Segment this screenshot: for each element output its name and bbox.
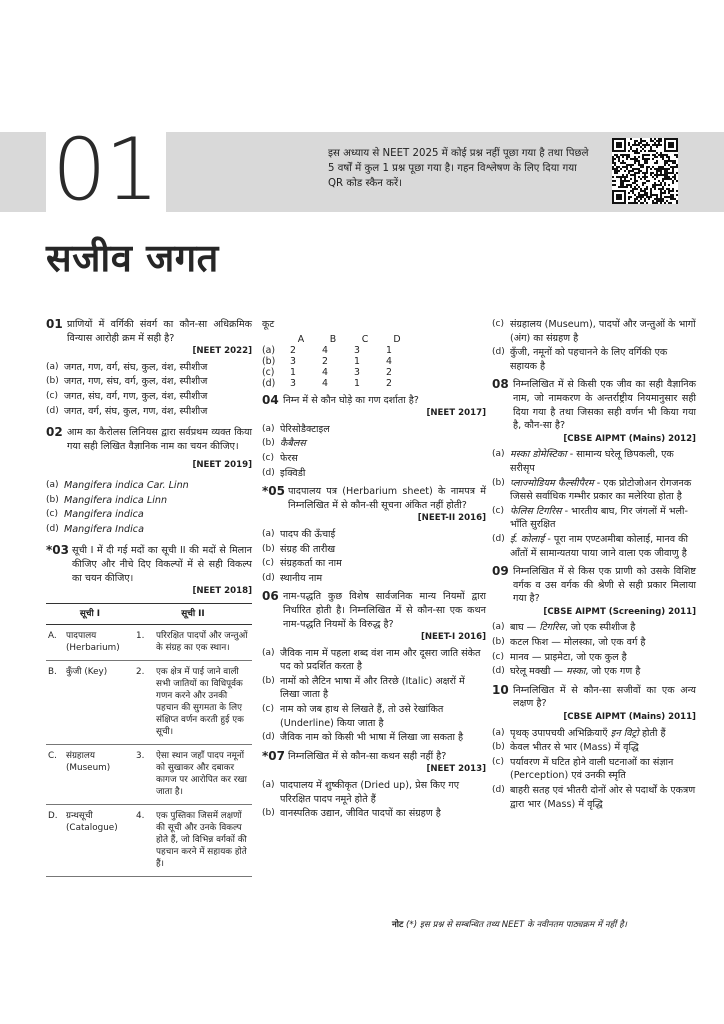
option [492, 665, 696, 679]
match-table [46, 603, 252, 877]
question-text: नाम-पद्धति कुछ विशेष सार्वजनिक मान्य नियमों द्वारा निर्धारित होती है। निम्नलिखित में से कौन-सा एक कथन नाम-पद्धति नियमों के विरुद्ध है? [283, 591, 486, 630]
q03-codes [262, 318, 486, 389]
option [46, 375, 252, 389]
option-text: संग्रह की तारीख [280, 543, 336, 555]
code-head: C [361, 333, 369, 345]
code-value: 3 [354, 366, 360, 378]
option-label: (a) [46, 479, 59, 490]
option-label: (d) [492, 533, 505, 544]
code-value: 3 [354, 344, 360, 356]
question-text: आम का कैरोलस लिनियस द्वारा सर्वप्रथम व्यक्त किया गया सही लिखित वैज्ञानिक नाम का चयन कीजिए। [67, 427, 252, 452]
option-text: नाम को जब हाथ से लिखते हैं, तो उसे रेखांकित (Underline) किया जाता है [280, 704, 444, 729]
option-label: (d) [262, 467, 275, 478]
option [262, 647, 486, 674]
code-value: 2 [290, 344, 296, 356]
code-value: 4 [386, 355, 392, 367]
table-row [46, 804, 252, 876]
option-label: (d) [492, 666, 505, 677]
options-list [262, 647, 486, 745]
question-08 [492, 378, 696, 560]
option [262, 437, 486, 451]
option [46, 361, 252, 375]
code-head: B [329, 333, 337, 345]
option-italic: टिगरिस [539, 622, 565, 634]
code-value: 4 [322, 377, 328, 389]
option-text: केवल भीतर से भार (Mass) में वृद्धि [510, 742, 639, 754]
option-text: Mangifera Indica [64, 523, 144, 535]
match-col-2: सूची II [134, 603, 252, 624]
option-text: इक्विडी [280, 467, 306, 479]
column-2 [262, 318, 486, 826]
option-label: (c) [262, 558, 274, 569]
row-key: A. [46, 624, 64, 660]
code-value: 3 [290, 377, 296, 389]
question-04 [262, 394, 486, 481]
code-value: 1 [386, 344, 392, 356]
question-01 [46, 318, 252, 418]
option-label: (c) [262, 704, 274, 715]
option-text: पादप की ऊँचाई [280, 528, 336, 540]
option [262, 557, 486, 571]
code-value: 2 [386, 366, 392, 378]
option-label: (d) [492, 785, 505, 795]
option-text: प्राइमेटा, जो एक कुल है [544, 651, 627, 663]
option [492, 318, 696, 345]
row-item: पादपालय (Herbarium) [64, 624, 134, 660]
option-label: (a) [262, 647, 275, 658]
row-desc: ऐसा स्थान जहाँ पादप नमूनों को सुखाकर और दबाकर कागज पर आरोपित कर रखा जाता है। [154, 744, 252, 804]
option [492, 533, 696, 560]
question-text: सूची I में दी गई मदों का सूची II की मदों से मिलान कीजिए और नीचे दिए विकल्पों में से सही विकल्प का चयन कीजिए। [71, 545, 252, 584]
option-text: - पूरा नाम एण्टअमीबा कोलाई, मानव की आँतों में सामान्यतया पाया जाने वाला एक जीवाणु है [510, 533, 689, 559]
column-3 [492, 318, 696, 816]
option [492, 756, 696, 783]
option-prefix: कटल फिश — [510, 637, 564, 649]
option [262, 423, 486, 437]
code-label: (c) [262, 366, 275, 378]
question-07-cont [492, 318, 696, 373]
option-italic: फेलिस टिगरिस [510, 505, 562, 517]
option [46, 479, 252, 493]
option-label: (c) [46, 390, 58, 401]
option-prefix: पृथक् उपापचयी अभिक्रियाएँ [510, 727, 611, 739]
chapter-intro: इस अध्याय से NEET 2025 में कोई प्रश्न नहीं पूछा गया है तथा पिछले 5 वर्षों में कुल 1 प्रश्न पूछा गया है। गहन विश्लेषण के लिए दिया गया QR कोड स्कैन करें। [328, 148, 589, 189]
option-label: (d) [46, 405, 59, 416]
option-text: कैबैलस [280, 438, 306, 450]
option-prefix: मानव — [510, 651, 545, 663]
option-text: , जो एक गण है [585, 666, 641, 678]
row-item: ग्रन्थसूची (Catalogue) [64, 804, 134, 876]
option-label: (d) [492, 347, 505, 358]
option [46, 523, 252, 537]
code-value: 1 [354, 355, 360, 367]
exam-tag: [NEET 2013] [426, 764, 486, 775]
code-value: 2 [386, 377, 392, 389]
option-label: (a) [262, 528, 275, 539]
code-header-row [262, 334, 418, 345]
table-row [46, 744, 252, 804]
option [46, 494, 252, 508]
option [262, 779, 486, 806]
option-label: (c) [262, 452, 274, 463]
row-desc: एक क्षेत्र में पाई जाने वाली सभी जातियों का विधिपूर्वक गणन करने और उनकी पहचान की सुगमता के लिए संक्षिप्त वर्णन करती हुई एक सूची। [154, 660, 252, 744]
option-italic: इन विट्रो [610, 727, 639, 739]
row-item: कुँजी (Key) [64, 660, 134, 744]
option-label: (a) [262, 780, 275, 791]
code-head: A [297, 333, 305, 345]
option-text: Mangifera indica [64, 509, 144, 521]
code-value: 4 [322, 366, 328, 378]
option-label: (c) [492, 319, 504, 329]
row-desc: एक पुस्तिका जिसमें लक्षणों की सूची और उनके विकल्प होते हैं, जो विभिन्न वर्गकों की पहचान करने में सहायक होते हैं। [154, 804, 252, 876]
row-num: 2. [134, 660, 154, 744]
options-list [262, 423, 486, 480]
exam-tag: [CBSE AIPMT (Screening) 2011] [543, 606, 696, 617]
option-label: (b) [492, 477, 505, 488]
question-number: 01 [46, 317, 63, 331]
exam-tag: [NEET-II 2016] [417, 513, 486, 524]
question-07 [262, 750, 486, 821]
code-label: (d) [262, 377, 276, 389]
row-num: 1. [134, 624, 154, 660]
question-09 [492, 565, 696, 679]
option-text: - एक प्रोटोजोअन रोगजनक जिससे सर्वाधिक गम्भीर प्रकार का मलेरिया होता है [510, 477, 692, 503]
footnote-label: नोट [392, 920, 404, 930]
option-label: (c) [492, 651, 504, 662]
question-number: 08 [492, 377, 509, 392]
option-text: फेरस [280, 452, 298, 464]
question-text: पादपालय पत्र (Herbarium sheet) के नामपत्र में निम्नलिखित में से कौन-सी सूचना अंकित नहीं होती? [287, 486, 486, 511]
options-list [262, 779, 486, 821]
code-row [262, 356, 418, 367]
option-label: (a) [492, 622, 505, 633]
option-text: - भारतीय बाघ, गिर जंगलों में भली-भाँति सुरक्षित [510, 505, 688, 531]
option [492, 505, 696, 532]
chapter-number: 01 [52, 120, 158, 220]
option-text: - सामान्य घरेलू छिपकली, एक सरीसृप [510, 449, 674, 474]
question-number: *05 [262, 484, 285, 499]
question-number: *03 [46, 543, 69, 558]
question-text: निम्नलिखित में से किसी एक जीव का सही वैज्ञानिक नाम, जो नामकरण के अन्तर्राष्ट्रीय नियमानुसार सही दिया गया है तथा जिसका सही वर्णन भी किया गया है, कौन-सा है? [513, 379, 696, 432]
option-label: (a) [492, 727, 505, 738]
option-text: बाहरी सतह एवं भीतरी दोनों ओर से पदार्थों के एकत्रण द्वारा भार (Mass) में वृद्धि [510, 785, 696, 810]
option [262, 528, 486, 542]
code-label: (b) [262, 355, 276, 367]
option-label: (b) [262, 675, 275, 686]
option-text: जैविक नाम को किसी भी भाषा में लिखा जा सकता है [280, 732, 464, 744]
option [262, 467, 486, 481]
option-label: (b) [492, 637, 505, 648]
row-key: B. [46, 660, 64, 744]
options-list [492, 448, 696, 560]
question-number: 04 [262, 392, 279, 407]
footnote-text: (*) इस प्रश्न से सम्बन्धित तथ्य NEET के नवीनतम पाठ्यक्रम में नहीं है। [403, 920, 627, 930]
code-value: 1 [354, 377, 360, 389]
row-key: D. [46, 804, 64, 876]
option-text: जगत, गण, वर्ग, संघ, कुल, वंश, स्पीशीज [64, 361, 208, 373]
chapter-title: सजीव जगत [46, 236, 219, 280]
option-text: पादपालय में शुष्कीकृत (Dried up), प्रेस किए गए परिरक्षित पादप नमूने होते हैं [280, 780, 460, 805]
options-list [492, 318, 696, 373]
question-03 [46, 544, 252, 876]
question-02 [46, 426, 252, 536]
option [262, 807, 486, 821]
option-text: मोलस्का, जो एक वर्ग है [563, 637, 646, 649]
option-text: जगत, संघ, वर्ग, गण, कुल, वंश, स्पीशीज [64, 390, 208, 402]
row-desc: परिरक्षित पादपों और जन्तुओं के संग्रह का एक स्थान। [154, 624, 252, 660]
code-label: कूट [262, 319, 275, 330]
question-text: निम्न में से कौन घोड़े का गण दर्शाता है? [283, 394, 419, 406]
code-row [262, 345, 418, 356]
option-label: (a) [262, 423, 275, 434]
option-italic: प्लाज्मोडियम फैल्सीपैरम [510, 477, 594, 489]
option-text: संग्रहकर्ता का नाम [280, 558, 342, 570]
code-value: 2 [322, 355, 328, 367]
option-label: (d) [262, 572, 275, 583]
code-value: 4 [322, 344, 328, 356]
option-text: वानस्पतिक उद्यान, जीवित पादपों का संग्रहण है [280, 808, 441, 820]
option-label: (a) [46, 361, 59, 372]
option [492, 477, 696, 504]
code-row [262, 378, 418, 389]
option-label: (b) [262, 438, 275, 449]
question-number: 06 [262, 589, 279, 604]
option [492, 448, 696, 475]
question-number: *07 [262, 748, 285, 763]
option [492, 621, 696, 635]
options-list [46, 361, 252, 418]
option-label: (b) [46, 494, 59, 505]
row-item: संग्रहालय (Museum) [64, 744, 134, 804]
exam-tag: [NEET 2017] [426, 408, 486, 419]
option [46, 390, 252, 404]
option-label: (c) [492, 505, 504, 516]
question-text: निम्नलिखित में से किस एक प्राणी को उसके विशिष्ट वर्गक व उस वर्गक की श्रेणी से सही प्रकार मिलाया गया है? [513, 566, 696, 605]
option-italic: ई. कोलाई [510, 533, 545, 545]
option-label: (b) [262, 808, 275, 819]
option [262, 543, 486, 557]
row-num: 3. [134, 744, 154, 804]
option [262, 731, 486, 745]
option [492, 636, 696, 650]
question-05 [262, 485, 486, 585]
options-list [492, 727, 696, 812]
table-row [46, 624, 252, 660]
option [492, 784, 696, 811]
option-label: (c) [492, 756, 504, 767]
option-label: (b) [46, 376, 59, 387]
option-text: जगत, गण, संघ, वर्ग, कुल, वंश, स्पीशीज [64, 376, 208, 388]
question-number: 09 [492, 564, 509, 579]
options-list [492, 621, 696, 678]
exam-tag: [NEET 2018] [192, 586, 252, 597]
option-label: (b) [262, 543, 275, 554]
option [46, 405, 252, 419]
option-label: (d) [262, 732, 275, 743]
code-label: (a) [262, 344, 276, 356]
option-text: Mangifera indica Car. Linn [64, 479, 189, 491]
option-label: (c) [46, 509, 58, 520]
option-text: जैविक नाम में पहला शब्द वंश नाम और दूसरा जाति संकेत पद को प्रदर्शित करता है [280, 647, 481, 673]
option [492, 727, 696, 741]
option-italic: मस्का [566, 666, 586, 678]
option [492, 741, 696, 755]
exam-tag: [NEET-I 2016] [420, 632, 486, 643]
exam-tag: [CBSE AIPMT (Mains) 2011] [563, 712, 696, 723]
option [262, 703, 486, 730]
option-text: Mangifera indica Linn [64, 494, 168, 506]
option-text: होती हैं [638, 727, 666, 739]
options-list [46, 479, 252, 536]
option [262, 675, 486, 702]
option [492, 651, 696, 665]
code-value: 3 [290, 355, 296, 367]
option-label: (d) [46, 523, 59, 534]
option-text: संग्रहालय (Museum), पादपों और जन्तुओं के भागों (अंग) का संग्रहण है [510, 319, 696, 344]
question-text: निम्नलिखित में से कौन-सा सजीवों का एक अन्य लक्षण है? [513, 684, 696, 710]
table-row [46, 660, 252, 744]
code-row [262, 367, 418, 378]
qr-code-icon [612, 138, 678, 204]
option-label: (b) [492, 742, 505, 753]
option [46, 508, 252, 522]
option [262, 452, 486, 466]
question-06 [262, 590, 486, 745]
option-text: जगत, वर्ग, संघ, कुल, गण, वंश, स्पीशीज [64, 405, 208, 417]
option-text: स्थानीय नाम [280, 572, 323, 584]
question-number: 10 [492, 682, 509, 697]
option-text: पर्यावरण में घटित होने वाली घटनाओं का संज्ञान (Perception) एवं उनकी स्मृति [510, 756, 674, 782]
footnote [392, 918, 627, 930]
option-italic: मस्का डोमेस्टिका [510, 449, 567, 461]
option-prefix: घरेलू मक्खी — [510, 666, 567, 678]
question-text: प्राणियों में वर्गिकी संवर्ग का कौन-सा अधिक्रमिक विन्यास आरोही क्रम में सही है? [67, 319, 252, 344]
exam-tag: [NEET 2019] [192, 460, 252, 471]
row-key: C. [46, 744, 64, 804]
question-10 [492, 684, 696, 811]
code-head: D [393, 333, 401, 345]
options-list [262, 528, 486, 585]
question-text: निम्नलिखित में से कौन-सा कथन सही नहीं है? [287, 750, 447, 762]
option [262, 572, 486, 586]
option-text: , जो एक स्पीशीज है [564, 622, 636, 634]
exam-tag: [NEET 2022] [192, 346, 252, 357]
column-1 [46, 318, 252, 882]
match-col-1: सूची I [46, 603, 134, 624]
exam-tag: [CBSE AIPMT (Mains) 2012] [563, 433, 696, 444]
option-text: कुँजी, नमूनों को पहचानने के लिए वर्गिकी एक सहायक है [510, 347, 668, 372]
code-value: 1 [290, 366, 296, 378]
option-text: पेरिसोडैक्टाइल [280, 423, 330, 435]
option-label: (a) [492, 449, 505, 460]
question-number: 02 [46, 425, 63, 440]
option [492, 346, 696, 373]
row-num: 4. [134, 804, 154, 876]
option-prefix: बाघ — [510, 622, 540, 634]
qr-code[interactable] [612, 138, 678, 204]
option-text: नामों को लैटिन भाषा में और तिरछे (Italic) अक्षरों में लिखा जाता है [280, 675, 465, 701]
code-table [262, 334, 418, 389]
